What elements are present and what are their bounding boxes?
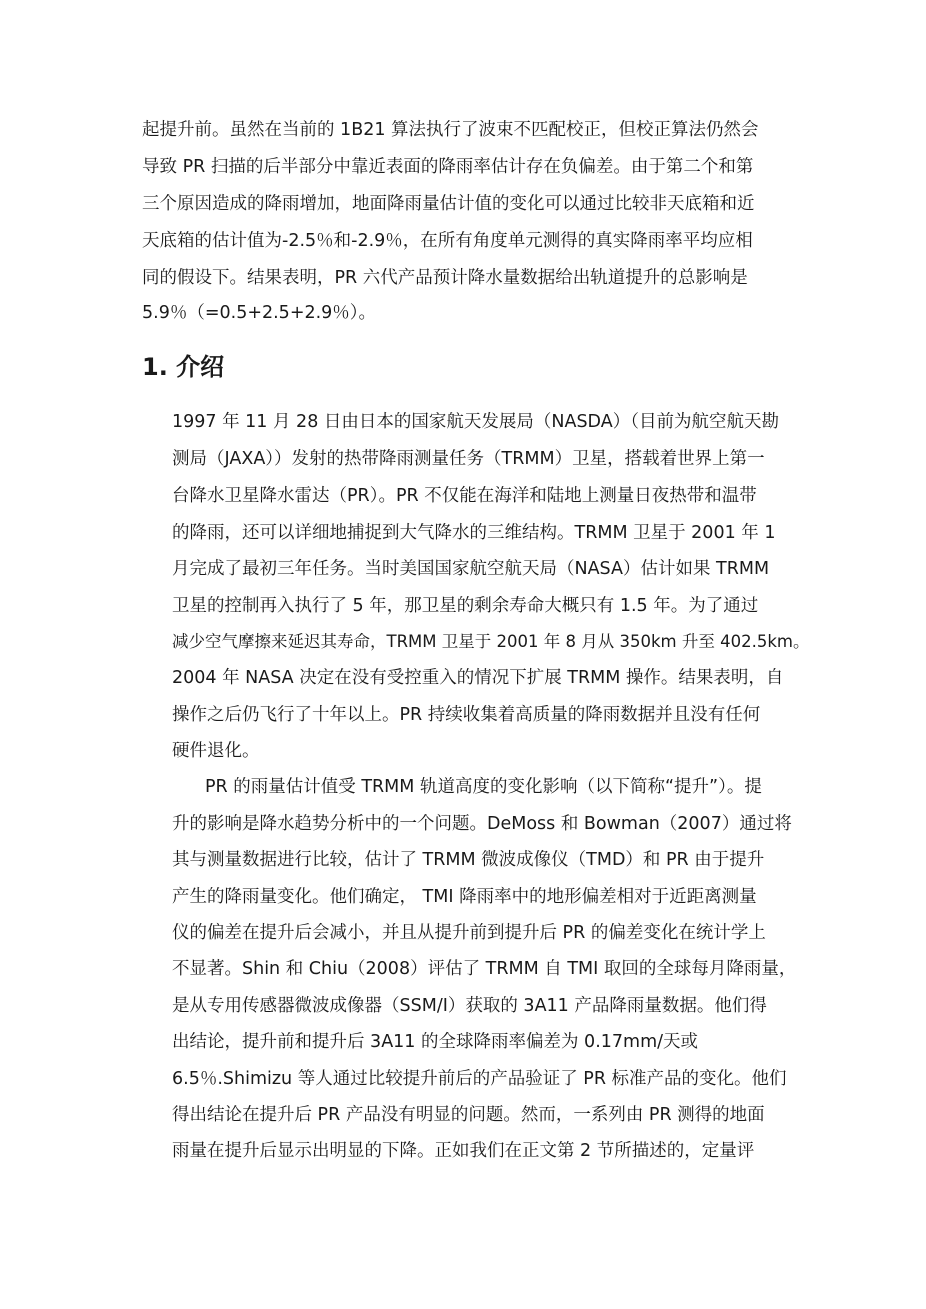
section-heading: 1. 介绍 xyxy=(142,353,225,381)
abstract-line: 5.9％（=0.5+2.5+2.9％）。 xyxy=(142,303,377,323)
paragraph1-line: 2004 年 NASA 决定在没有受控重入的情况下扩展 TRMM 操作。结果表明，自 xyxy=(172,668,784,688)
paragraph1-line: 1997 年 11 月 28 日由日本的国家航天发展局（NASDA）（目前为航空航天勘 xyxy=(172,412,779,432)
paragraph2-line: 仪的偏差在提升后会减小，并且从提升前到提升后 PR 的偏差变化在统计学上 xyxy=(172,923,766,943)
paragraph1-line: 硬件退化。 xyxy=(172,741,260,761)
abstract-line: 同的假设下。结果表明，PR 六代产品预计降水量数据给出轨道提升的总影响是 xyxy=(142,268,748,288)
paragraph1-line: 的降雨，还可以详细地捕捉到大气降水的三维结构。TRMM 卫星于 2001 年 1 xyxy=(172,523,776,543)
paragraph2-line: 产生的降雨量变化。他们确定， TMI 降雨率中的地形偏差相对于近距离测量 xyxy=(172,887,757,907)
paragraph2-first-line: PR 的雨量估计值受 TRMM 轨道高度的变化影响（以下简称“提升”）。提 xyxy=(205,777,762,797)
paragraph1-line: 减少空气摩擦来延迟其寿命，TRMM 卫星于 2001 年 8 月从 350km 升至 402.5km。 xyxy=(172,632,810,651)
paragraph2-line: 不显著。Shin 和 Chiu（2008）评估了 TRMM 自 TMI 取回的全球每月降雨量， xyxy=(172,959,797,979)
abstract-line: 起提升前。虽然在当前的 1B21 算法执行了波束不匹配校正，但校正算法仍然会 xyxy=(142,120,759,140)
paragraph1-line: 测局（JAXA））发射的热带降雨测量任务（TRMM）卫星，搭载着世界上第一 xyxy=(172,449,765,469)
abstract-line: 三个原因造成的降雨增加，地面降雨量估计值的变化可以通过比较非天底箱和近 xyxy=(142,194,755,214)
abstract-line: 导致 PR 扫描的后半部分中靠近表面的降雨率估计存在负偏差。由于第二个和第 xyxy=(142,157,754,177)
paragraph2-line: 是从专用传感器微波成像器（SSM/I）获取的 3A11 产品降雨量数据。他们得 xyxy=(172,996,767,1016)
abstract-line: 天底箱的估计值为-2.5％和-2.9％，在所有角度单元测得的真实降雨率平均应相 xyxy=(142,231,753,251)
paragraph1-line: 操作之后仍飞行了十年以上。PR 持续收集着高质量的降雨数据并且没有任何 xyxy=(172,705,761,725)
paragraph2-line: 出结论，提升前和提升后 3A11 的全球降雨率偏差为 0.17mm/天或 xyxy=(172,1032,699,1052)
paragraph2-line: 雨量在提升后显示出明显的下降。正如我们在正文第 2 节所描述的，定量评 xyxy=(172,1141,755,1161)
paragraph2-line: 其与测量数据进行比较，估计了 TRMM 微波成像仪（TMD）和 PR 由于提升 xyxy=(172,850,765,870)
paragraph2-line: 得出结论在提升后 PR 产品没有明显的问题。然而，一系列由 PR 测得的地面 xyxy=(172,1105,765,1125)
paragraph2-line: 6.5％.Shimizu 等人通过比较提升前后的产品验证了 PR 标准产品的变化。他们 xyxy=(172,1069,787,1089)
paragraph2-line: 升的影响是降水趋势分析中的一个问题。DeMoss 和 Bowman（2007）通过将 xyxy=(172,814,792,834)
paragraph1-line: 月完成了最初三年任务。当时美国国家航空航天局（NASA）估计如果 TRMM xyxy=(172,559,770,579)
paragraph1-line: 卫星的控制再入执行了 5 年，那卫星的剩余寿命大概只有 1.5 年。为了通过 xyxy=(172,596,759,616)
paragraph1-line: 台降水卫星降水雷达（PR）。PR 不仅能在海洋和陆地上测量日夜热带和温带 xyxy=(172,486,757,506)
